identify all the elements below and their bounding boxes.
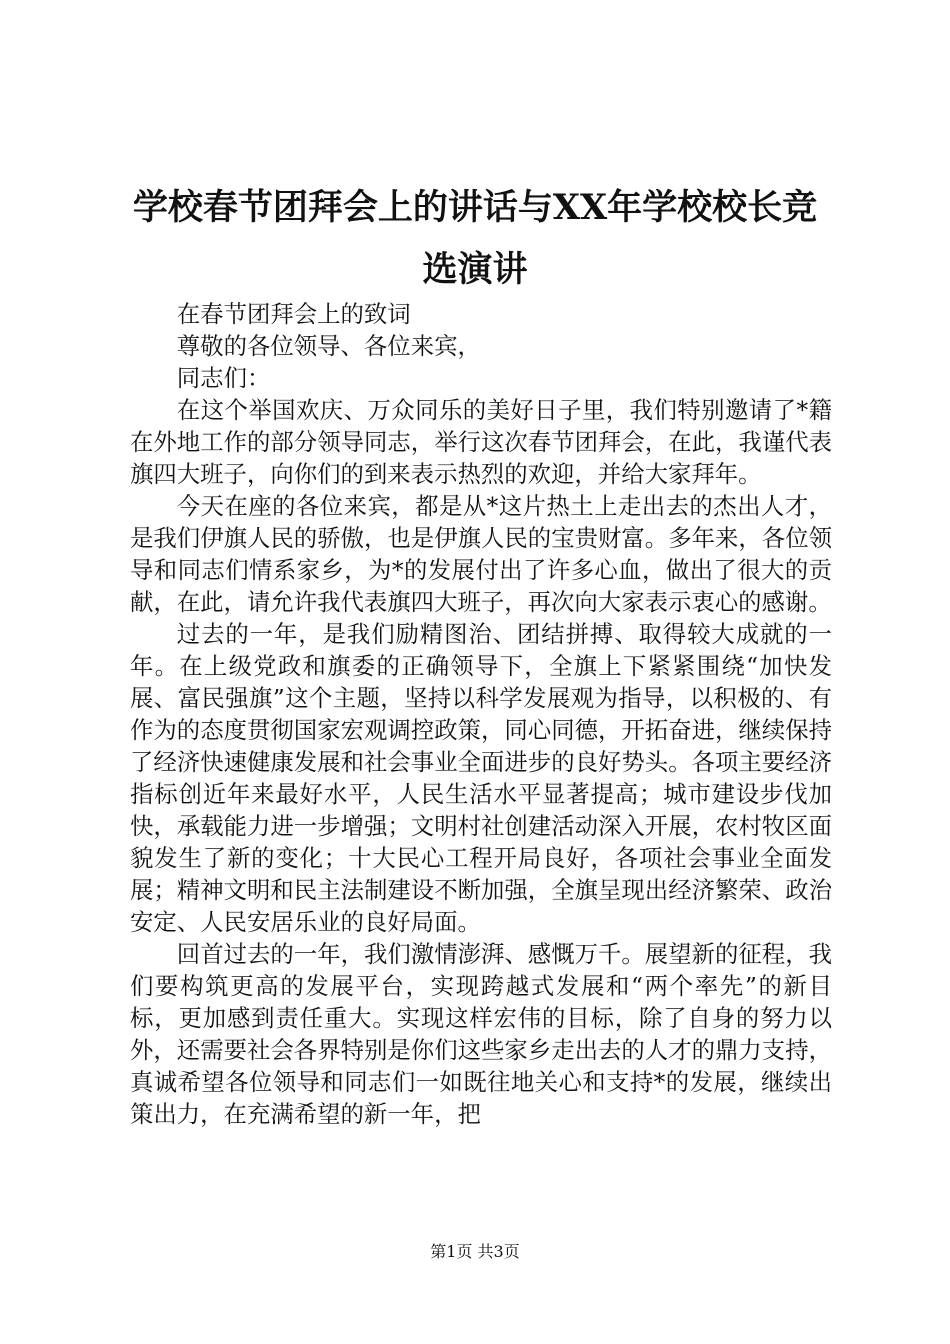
page-footer: 第1页 共3页 bbox=[430, 1242, 520, 1261]
paragraph: 今天在座的各位来宾，都是从*这片热土上走出去的杰出人才，是我们伊旗人民的骄傲，也是伊旗人民的宝贵财富。多年来，各位领导和同志们情系家乡，为*的发展付出了许多心血，做出了很大的贡献，在此，请允许我代表旗四大班子，再次向大家表示衷心的感谢。 bbox=[130, 492, 832, 616]
paragraph-salutation: 尊敬的各位领导、各位来宾， bbox=[176, 332, 481, 360]
document-title-line-1: 学校春节团拜会上的讲话与XX年学校校长竞 bbox=[132, 187, 818, 228]
paragraph: 过去的一年，是我们励精图治、团结拼搏、取得较大成就的一年。在上级党政和旗委的正确领导下，全旗上下紧紧围绕“加快发展、富民强旗”这个主题，坚持以科学发展观为指导，以积极的、有作为的态度贯彻国家宏观调控政策，同心同德，开拓奋进，继续保持了经济快速健康发展和社会事业全面进步的良好势头。各项主要经济指标创近年来最好水平，人民生活水平显著提高；城市建设步伐加快，承载能力进一步增强；文明村社创建活动深入开展，农村牧区面貌发生了新的变化；十大民心工程开局良好，各项社会事业全面发展；精神文明和民主法制建设不断加强，全旗呈现出经济繁荣、政治安定、人民安居乐业的良好局面。 bbox=[130, 620, 832, 936]
document-body bbox=[130, 298, 832, 1130]
paragraph: 回首过去的一年，我们激情澎湃、感慨万千。展望新的征程，我们要构筑更高的发展平台，实现跨越式发展和“两个率先”的新目标，更加感到责任重大。实现这样宏伟的目标，除了自身的努力以外，还需要社会各界特别是你们这些家乡走出去的人才的鼎力支持，真诚希望各位领导和同志们一如既往地关心和支持*的发展，继续出策出力，在充满希望的新一年，把 bbox=[130, 940, 832, 1128]
paragraph-heading: 在春节团拜会上的致词 bbox=[176, 300, 411, 328]
paragraph-salutation-2: 同志们： bbox=[176, 364, 271, 392]
document-title-line-2: 选演讲 bbox=[422, 249, 528, 290]
paragraph: 在这个举国欢庆、万众同乐的美好日子里，我们特别邀请了*籍在外地工作的部分领导同志，举行这次春节团拜会，在此，我谨代表旗四大班子，向你们的到来表示热烈的欢迎，并给大家拜年。 bbox=[130, 396, 832, 488]
